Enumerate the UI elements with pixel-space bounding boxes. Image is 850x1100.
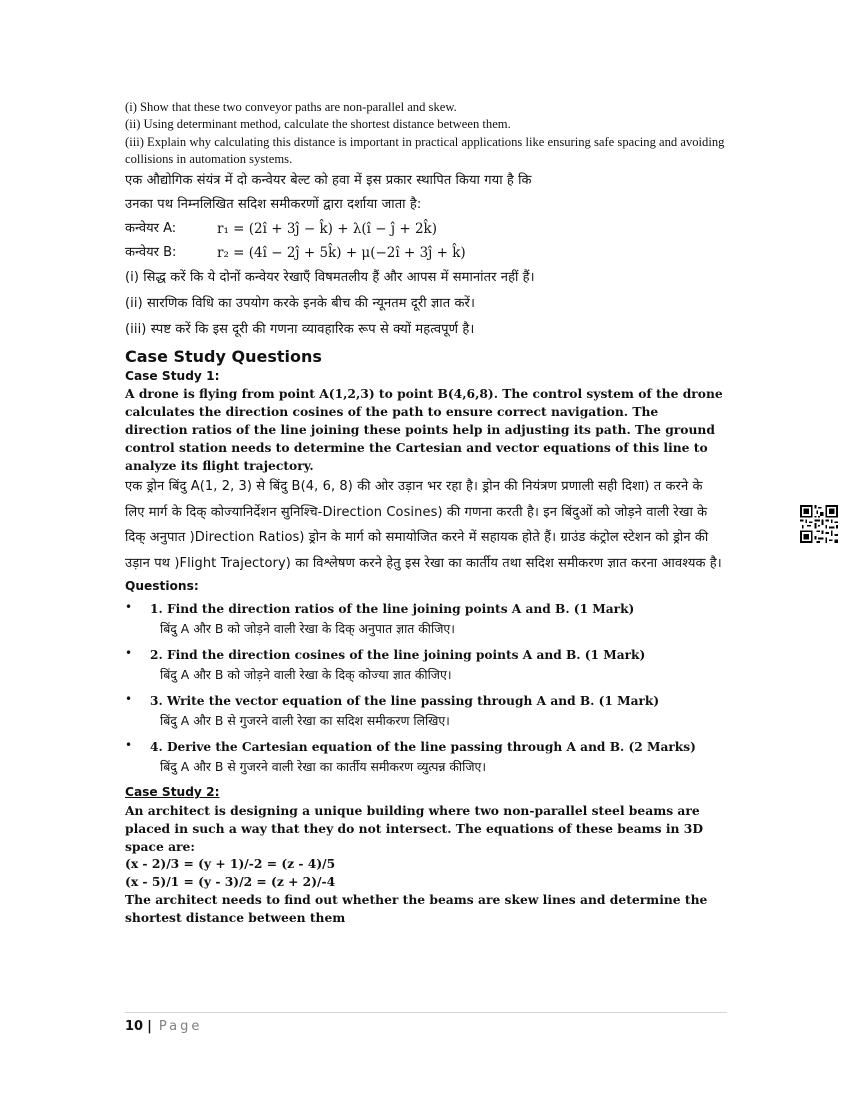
conveyor-a-equation [125, 217, 725, 241]
conveyor-b-label: कन्वेयर B: [125, 244, 177, 260]
intro-english [125, 99, 725, 169]
tasks-hindi [125, 265, 725, 343]
question-hi: बिंदु A और B से गुजरने वाली रेखा का सदिश समीकरण लिखिए। [160, 713, 450, 729]
case-study-2-line: An architect is designing a unique building where two non-parallel steel beams are placed in such a way that they do not intersect. The equations of these beams in 3D space are: [125, 803, 703, 854]
intro-line: (iii) Explain why calculating this distance is important in practical applications like ensuring safe spacing and avoiding collisions in automation systems. [125, 134, 725, 167]
task-line: (ii) सारणिक विधि का उपयोग करके इनके बीच की न्यूनतम दूरी ज्ञात करें। [125, 295, 475, 311]
task-line: (iii) स्पष्ट करें कि इस दूरी की गणना व्यावहारिक रूप से क्यों महत्वपूर्ण है। [125, 321, 475, 337]
bullet-icon: • [125, 692, 133, 707]
case-study-1-hindi-text: एक ड्रोन बिंदु A(1, 2, 3) से बिंदु B(4, 6, 8) की ओर उड़ान भर रहा है। ड्रोन की नियंत्रण प्रणाली सही दिशा) त करने के लिए मार्ग के दिक् कोज्यानिर्देशन सुनिश्चि-Direction Cosines) की गणना करती है। इन बिंदुओं को जोड़ने वाली रेखा के दिक् अनुपात )Direction Ratios) ड्रोन के मार्ग को समायोजित करने में सहायक होते हैं। ग्राउंड कंट्रोल स्टेशन को ड्रोन की उड़ान पथ )Flight Trajectory) का विश्लेषण करने हेतु इस रेखा का कार्तीय तथा सदिश समीकरण ज्ञात करना आवश्यक है। [125, 479, 722, 571]
questions-label: Questions: [125, 579, 199, 594]
question-en: 2. Find the direction cosines of the line joining points A and B. (1 Mark) [150, 648, 646, 663]
bullet-icon: • [125, 738, 133, 753]
conveyor-b-equation [125, 241, 725, 265]
qr-code-icon [800, 505, 838, 543]
intro-line: (ii) Using determinant method, calculate the shortest distance between them. [125, 117, 511, 132]
question-hi: बिंदु A और B को जोड़ने वाली रेखा के दिक् अनुपात ज्ञात कीजिए। [160, 621, 455, 637]
intro-hindi-line: उनका पथ निम्नलिखित सदिश समीकरणों द्वारा दर्शाया जाता है: [125, 196, 422, 212]
intro-hindi-line: एक औद्योगिक संयंत्र में दो कन्वेयर बेल्ट को हवा में इस प्रकार स्थापित किया गया है कि [125, 172, 532, 188]
case-study-1-text: A drone is flying from point A(1,2,3) to point B(4,6,8). The control system of the drone calculates the direction cosines of the path to ensure correct navigation. The direction ratios of the line joining these points help in adjusting its path. The ground control station needs to determine the Cartesian and vector equations of this line to analyze its flight trajectory. [125, 386, 723, 473]
bullet-icon: • [125, 600, 133, 615]
conveyor-b-formula: r₂ = (4î − 2ĵ + 5k̂) + μ(−2î + 3ĵ + k̂) [217, 244, 466, 261]
footer-separator: | [147, 1019, 152, 1034]
case-study-1-title: Case Study 1: [125, 368, 220, 383]
bullet-icon: • [125, 646, 133, 661]
conveyor-a-formula: r₁ = (2î + 3ĵ − k̂) + λ(î − ĵ + 2k̂) [217, 220, 437, 237]
question-hi: बिंदु A और B को जोड़ने वाली रेखा के दिक् कोज्या ज्ञात कीजिए। [160, 667, 452, 683]
list-item [125, 692, 725, 732]
question-hi: बिंदु A और B से गुजरने वाली रेखा का कार्तीय समीकरण व्युत्पन्न कीजिए। [160, 759, 487, 775]
case-study-2 [125, 784, 725, 926]
list-item [125, 646, 725, 686]
intro-hindi [125, 169, 725, 217]
list-item [125, 738, 725, 778]
question-en: 4. Derive the Cartesian equation of the line passing through A and B. (2 Marks) [150, 740, 696, 755]
conveyor-a-label: कन्वेयर A: [125, 220, 177, 236]
list-item [125, 600, 725, 640]
case-study-2-line: The architect needs to find out whether the beams are skew lines and determine the shortest distance between them [125, 891, 708, 925]
case-study-2-line: (x - 2)/3 = (y + 1)/-2 = (z - 4)/5 [125, 856, 336, 872]
case-study-1-hindi [125, 474, 725, 576]
case-study-2-title: Case Study 2: [125, 785, 220, 800]
task-line: (i) सिद्ध करें कि ये दोनों कन्वेयर रेखाएँ विषमतलीय हैं और आपस में समानांतर नहीं हैं। [125, 269, 535, 285]
page-number: 10 [125, 1019, 144, 1034]
case-study-1 [125, 368, 725, 475]
section-title: Case Study Questions [125, 346, 322, 366]
page-content [125, 99, 725, 927]
page-footer [125, 1012, 727, 1035]
question-en: 3. Write the vector equation of the line passing through A and B. (1 Mark) [150, 694, 660, 709]
case-study-2-line: (x - 5)/1 = (y - 3)/2 = (z + 2)/-4 [125, 874, 336, 890]
page-label: Page [158, 1019, 203, 1034]
question-en: 1. Find the direction ratios of the line joining points A and B. (1 Mark) [150, 602, 635, 617]
intro-line: (i) Show that these two conveyor paths are non-parallel and skew. [125, 100, 457, 114]
questions-list [125, 600, 725, 778]
